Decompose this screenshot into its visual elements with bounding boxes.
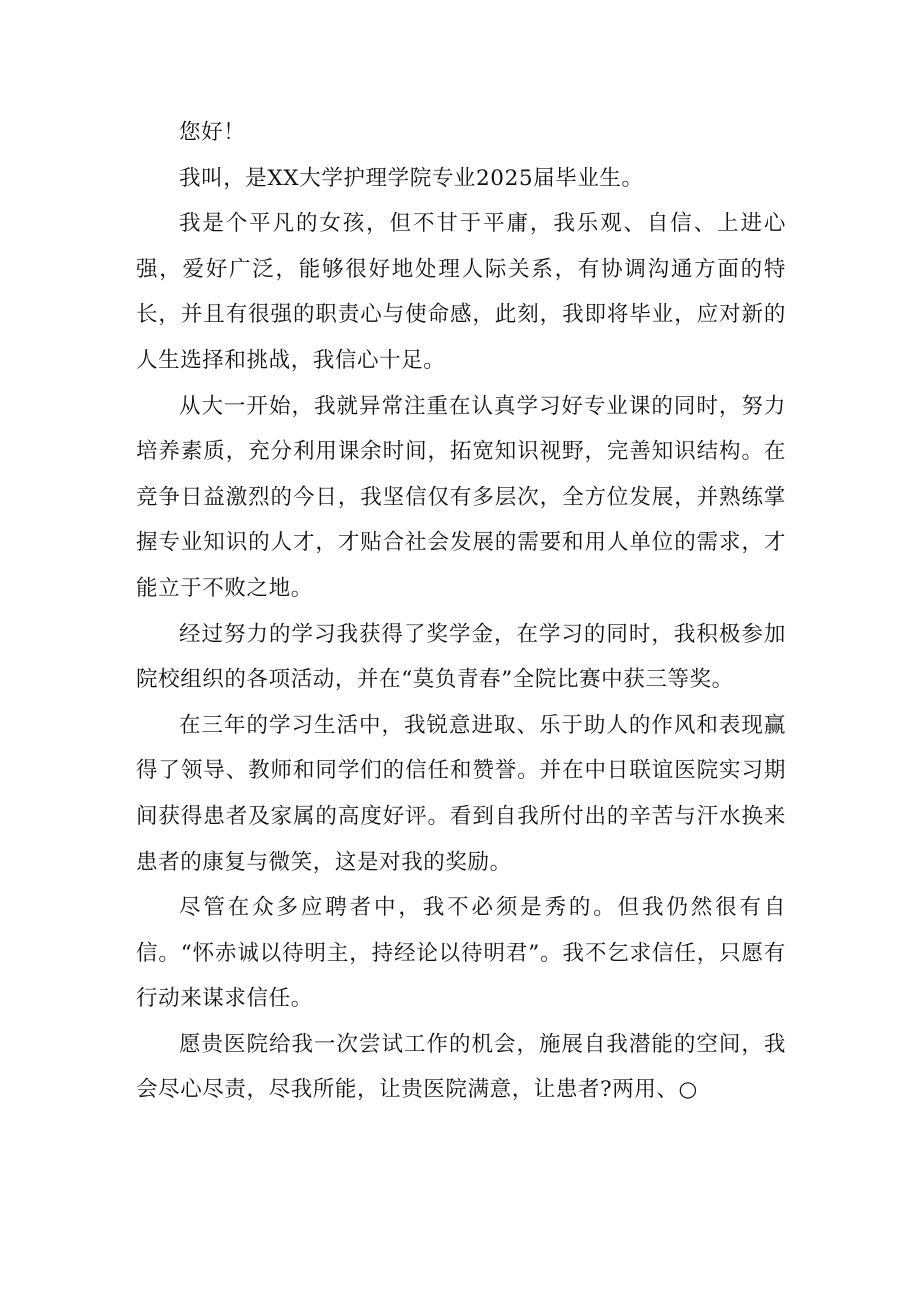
confidence-paragraph: 尽管在众多应聘者中，我不必须是秀的。但我仍然很有自信。“怀赤诚以待明主，持经论以待明君”。我不乞求信任，只愿有行动来谋求信任。 bbox=[136, 895, 786, 1012]
study-paragraph: 从大一开始，我就异常注重在认真学习好专业课的同时，努力培养素质，充分利用课余时间，拓宽知识视野，完善知识结构。在竞争日益激烈的今日，我坚信仅有多层次，全方位发展，并熟练掌握专业知识的人才，才贴合社会发展的需要和用人单位的需求，才能立于不败之地。 bbox=[136, 393, 786, 601]
personality-paragraph: 我是个平凡的女孩，但不甘于平庸，我乐观、自信、上进心强，爱好广泛，能够很好地处理人际关系，有协调沟通方面的特长，并且有很强的职责心与使命感，此刻，我即将毕业，应对新的人生选择和挑战，我信心十足。 bbox=[136, 211, 786, 373]
letter-body bbox=[136, 110, 786, 1113]
introduction-paragraph: 我叫，是XX大学护理学院专业2025届毕业生。 bbox=[179, 165, 644, 191]
closing-paragraph: 愿贵医院给我一次尝试工作的机会，施展自我潜能的空间，我会尽心尽责，尽我所能，让贵医院满意，让患者?两用、○ bbox=[136, 1031, 786, 1103]
experience-paragraph: 在三年的学习生活中，我锐意进取、乐于助人的作风和表现赢得了领导、教师和同学们的信任和赞誉。并在中日联谊医院实习期间获得患者及家属的高度好评。看到自我所付出的辛苦与汗水换来患者的康复与微笑，这是对我的奖励。 bbox=[136, 712, 786, 875]
awards-paragraph: 经过努力的学习我获得了奖学金，在学习的同时，我积极参加院校组织的各项活动，并在“莫负青春”全院比赛中获三等奖。 bbox=[136, 621, 786, 693]
greeting: 您好！ bbox=[179, 120, 246, 145]
